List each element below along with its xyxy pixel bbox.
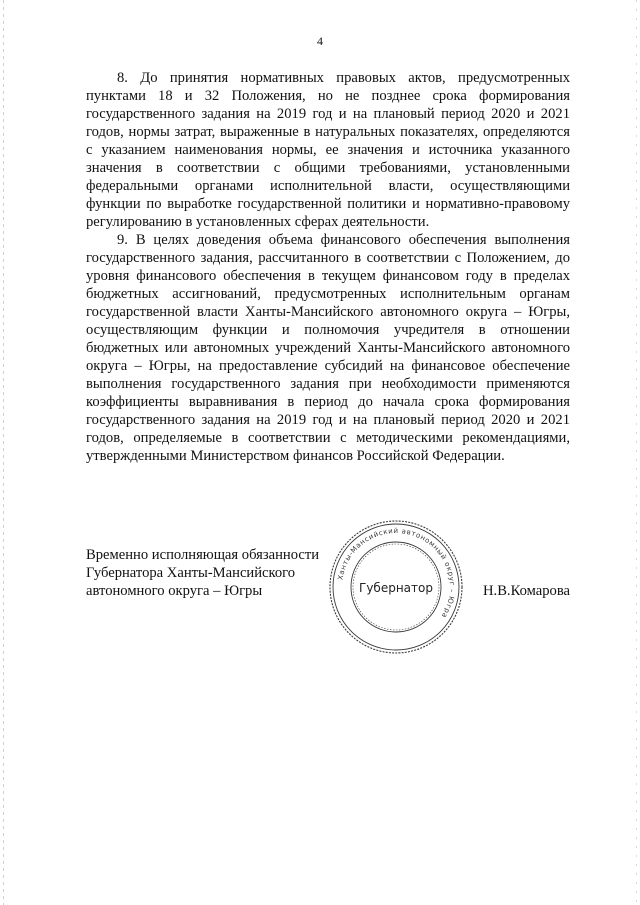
official-seal-stamp — [326, 517, 466, 657]
page-number: 4 — [317, 34, 323, 48]
signer-title-line: Губернатора Ханты-Мансийского — [86, 565, 296, 581]
scan-edge-left — [3, 0, 4, 905]
paragraph-item-9: 9. В целях доведения объема финансового обеспечения выполнения государственного задания, рассчитанного в соответствии с Положением, до уровня финансового обеспечения в текущем финансовом году в пределах бюджетных ассигнований, предусмотренных исполнительным органам государственной власти Ханты-Мансийского автономного округа – Югры, осуществляющим функции и полномочия учредителя в отношении бюджетных или автономных учреждений Ханты-Мансийского автономного округа – Югры, на предоставление субсидий на финансовое обеспечение выполнения государственного задания при необходимости применяются коэффициенты выравнивания в период до начала срока формирования государственного задания на 2019 год и на плановый период 2020 и 2021 годов, определяемые в соответствии с методическими рекомендациями, утвержденными Министерством финансов Российской Федерации. — [86, 232, 570, 464]
signer-title — [86, 546, 341, 600]
scan-edge-right — [636, 0, 637, 905]
seal-center-text: Губернатор — [359, 581, 433, 595]
signer-title-line: автономного округа – Югры — [86, 583, 263, 599]
signer-title-line: Временно исполняющая обязанности — [86, 547, 320, 563]
signer-name: Н.В.Комарова — [483, 583, 570, 599]
seal-ring-text: Ханты-Мансийский автономный округ – Югра — [336, 526, 457, 620]
svg-text:Ханты-Мансийский автономный ок — [336, 527, 456, 620]
paragraph-item-8: 8. До принятия нормативных правовых актов, предусмотренных пунктами 18 и 32 Положения, но не позднее срока формирования государственного задания на 2019 год и на плановый период 2020 и 2021 годов, нормы затрат, выраженные в натуральных показателях, определяются с указанием наименования нормы, ее значения и источника указанного значения в соответствии с общими требованиями, установленными федеральными органами исполнительной власти, осуществляющими функции по выработке государственной политики и нормативно-правовому регулированию в установленных сферах деятельности. — [86, 70, 570, 230]
document-body — [86, 69, 570, 465]
signature-block — [86, 526, 570, 656]
